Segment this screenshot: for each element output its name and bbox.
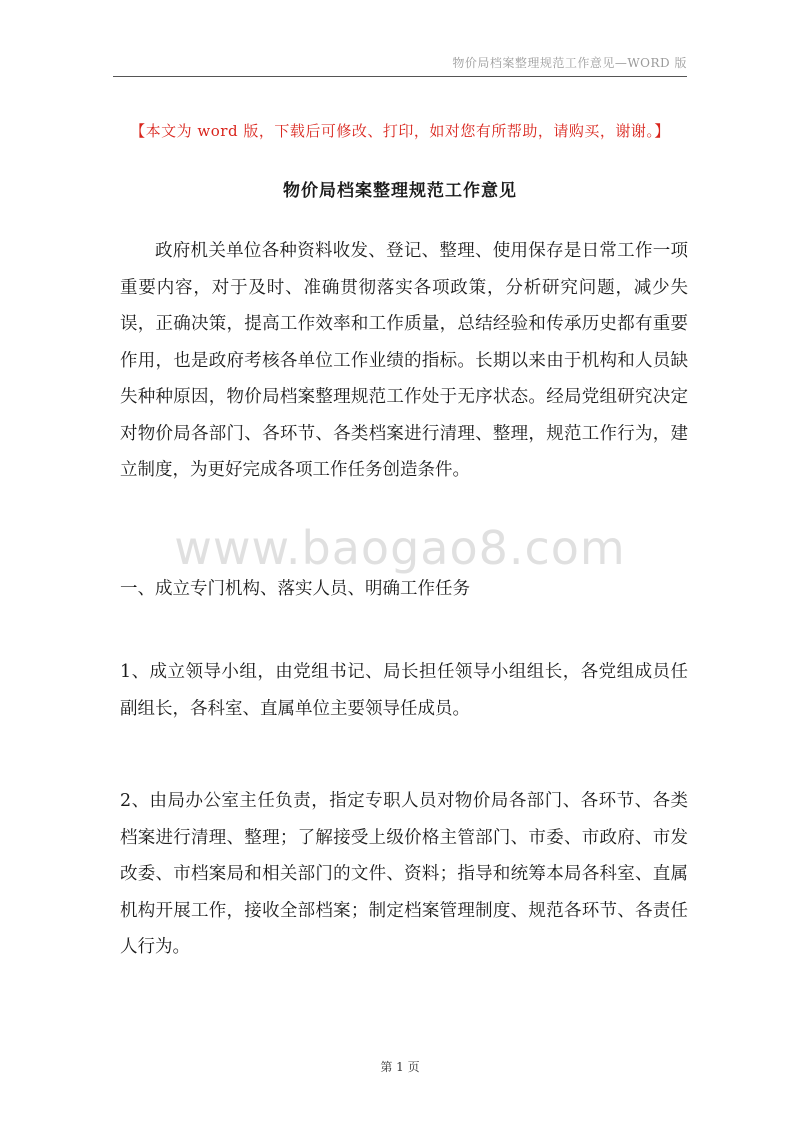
running-header: 物价局档案整理规范工作意见—WORD 版 bbox=[452, 56, 687, 70]
intro-paragraph: 政府机关单位各种资料收发、登记、整理、使用保存是日常工作一项重要内容，对于及时、准确贯彻落实各项政策，分析研究问题，减少失误，正确决策，提高工作效率和工作质量，总结经验和传承历史都有重要作用，也是政府考核各单位工作业绩的指标。长期以来由于机构和人员缺失种种原因，物价局档案整理规范工作处于无序状态。经局党组研究决定对物价局各部门、各环节、各类档案进行清理、整理，规范工作行为，建立制度，为更好完成各项工作任务创造条件。 bbox=[120, 241, 688, 480]
document-title: 物价局档案整理规范工作意见 bbox=[283, 181, 517, 201]
watermark: www.baogao8.com bbox=[174, 521, 626, 575]
list-item-1: 1、成立领导小组，由党组书记、局长担任领导小组组长，各党组成员任副组长，各科室、直属单位主要领导任成员。 bbox=[120, 662, 688, 719]
section-heading: 一、成立专门机构、落实人员、明确工作任务 bbox=[120, 579, 470, 599]
purchase-notice: 【本文为 word 版，下载后可修改、打印，如对您有所帮助，请购买，谢谢。】 bbox=[130, 122, 670, 140]
list-item-2: 2、由局办公室主任负责，指定专职人员对物价局各部门、各环节、各类档案进行清理、整理；了解接受上级价格主管部门、市委、市政府、市发改委、市档案局和相关部门的文件、资料；指导和统筹本局各科室、直属机构开展工作，接收全部档案；制定档案管理制度、规范各环节、各责任人行为。 bbox=[120, 791, 688, 957]
header-divider bbox=[113, 76, 687, 77]
page-number: 第 1 页 bbox=[380, 1060, 420, 1074]
